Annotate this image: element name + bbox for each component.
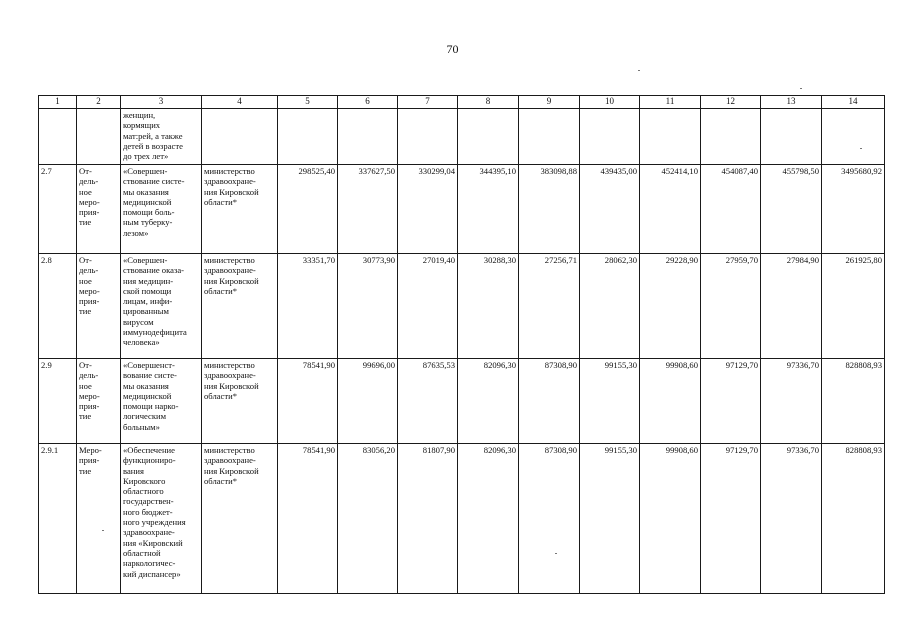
column-header: 14 [822, 96, 885, 109]
amount-cell: 97336,70 [761, 359, 822, 444]
amount-cell: 99155,30 [580, 359, 640, 444]
scan-speck [555, 553, 557, 554]
amount-cell: 27019,40 [398, 254, 458, 359]
column-header: 3 [121, 96, 202, 109]
text-cell: женщин, кормящих мат:рей, а также детей в возрасте до трех лет» [121, 109, 202, 165]
amount-cell: 87635,53 [398, 359, 458, 444]
amount-cell: 99908,60 [640, 444, 701, 594]
amount-cell [338, 109, 398, 165]
text-cell: министерство здравоохране- ния Кировской области* [202, 165, 278, 254]
amount-cell: 99155,30 [580, 444, 640, 594]
page-number: 70 [446, 42, 459, 56]
amount-cell: 828808,93 [822, 359, 885, 444]
amount-cell: 27256,71 [519, 254, 580, 359]
amount-cell [398, 109, 458, 165]
text-cell: От- дель- ное меро- прия- тие [77, 359, 121, 444]
amount-cell: 261925,80 [822, 254, 885, 359]
scan-speck [860, 148, 862, 149]
column-header: 11 [640, 96, 701, 109]
amount-cell: 298525,40 [278, 165, 338, 254]
column-header: 1 [39, 96, 77, 109]
scan-speck [102, 530, 104, 531]
amount-cell: 330299,04 [398, 165, 458, 254]
amount-cell: 439435,00 [580, 165, 640, 254]
row-number-cell: 2.9 [39, 359, 77, 444]
column-header: 7 [398, 96, 458, 109]
amount-cell: 455798,50 [761, 165, 822, 254]
amount-cell: 82096,30 [458, 359, 519, 444]
row-number-cell: 2.9.1 [39, 444, 77, 594]
amount-cell [822, 109, 885, 165]
amount-cell: 454087,40 [701, 165, 761, 254]
amount-cell: 27984,90 [761, 254, 822, 359]
amount-cell: 33351,70 [278, 254, 338, 359]
amount-cell: 83056,20 [338, 444, 398, 594]
column-header: 5 [278, 96, 338, 109]
amount-cell: 99696,00 [338, 359, 398, 444]
amount-cell: 337627,50 [338, 165, 398, 254]
amount-cell [519, 109, 580, 165]
header-row [39, 96, 885, 109]
text-cell: министерство здравоохране- ния Кировской области* [202, 444, 278, 594]
amount-cell: 82096,30 [458, 444, 519, 594]
table-body [39, 109, 885, 594]
amount-cell: 30773,90 [338, 254, 398, 359]
text-cell [202, 109, 278, 165]
column-header: 2 [77, 96, 121, 109]
column-header: 12 [701, 96, 761, 109]
amount-cell [458, 109, 519, 165]
amount-cell: 29228,90 [640, 254, 701, 359]
amount-cell: 78541,90 [278, 359, 338, 444]
table-row [39, 109, 885, 165]
amount-cell: 828808,93 [822, 444, 885, 594]
table-row [39, 359, 885, 444]
amount-cell: 97336,70 [761, 444, 822, 594]
amount-cell: 99908,60 [640, 359, 701, 444]
text-cell: От- дель- ное меро- прия- тие [77, 254, 121, 359]
text-cell: министерство здравоохране- ния Кировской области* [202, 359, 278, 444]
amount-cell: 87308,90 [519, 359, 580, 444]
amount-cell: 344395,10 [458, 165, 519, 254]
row-number-cell: 2.7 [39, 165, 77, 254]
budget-table [38, 95, 885, 594]
amount-cell: 78541,90 [278, 444, 338, 594]
text-cell [77, 109, 121, 165]
scan-speck [800, 88, 802, 89]
amount-cell: 3495680,92 [822, 165, 885, 254]
table-row [39, 444, 885, 594]
amount-cell: 28062,30 [580, 254, 640, 359]
amount-cell [580, 109, 640, 165]
text-cell: «Совершенст- вование систе- мы оказания медицинской помощи нарко- логическим больным» [121, 359, 202, 444]
amount-cell: 97129,70 [701, 444, 761, 594]
column-header: 9 [519, 96, 580, 109]
row-number-cell: 2.8 [39, 254, 77, 359]
amount-cell: 30288,30 [458, 254, 519, 359]
table-row [39, 254, 885, 359]
scan-speck [638, 70, 640, 71]
text-cell: «Обеспечение функциониро- вания Кировского областного государствен- ного бюджет- ного учреждения здравоохране- ния «Кировский областной наркологичес- кий диспансер» [121, 444, 202, 594]
amount-cell [278, 109, 338, 165]
text-cell: Меро- прия- тие [77, 444, 121, 594]
column-header: 6 [338, 96, 398, 109]
text-cell: «Совершен- ствование оказа- ния медицин- ской помощи лицам, инфи- цированным вирусом иммунодефицита человека» [121, 254, 202, 359]
table-row [39, 165, 885, 254]
column-header: 8 [458, 96, 519, 109]
row-number-cell [39, 109, 77, 165]
amount-cell: 383098,88 [519, 165, 580, 254]
text-cell: «Совершен- ствование систе- мы оказания медицинской помощи боль- ным туберку- лезом» [121, 165, 202, 254]
column-header: 13 [761, 96, 822, 109]
amount-cell: 87308,90 [519, 444, 580, 594]
amount-cell: 27959,70 [701, 254, 761, 359]
column-header: 4 [202, 96, 278, 109]
amount-cell: 97129,70 [701, 359, 761, 444]
amount-cell: 81807,90 [398, 444, 458, 594]
amount-cell [640, 109, 701, 165]
amount-cell [761, 109, 822, 165]
text-cell: От- дель- ное меро- прия- тие [77, 165, 121, 254]
text-cell: министерство здравоохране- ния Кировской области* [202, 254, 278, 359]
amount-cell: 452414,10 [640, 165, 701, 254]
column-header: 10 [580, 96, 640, 109]
amount-cell [701, 109, 761, 165]
